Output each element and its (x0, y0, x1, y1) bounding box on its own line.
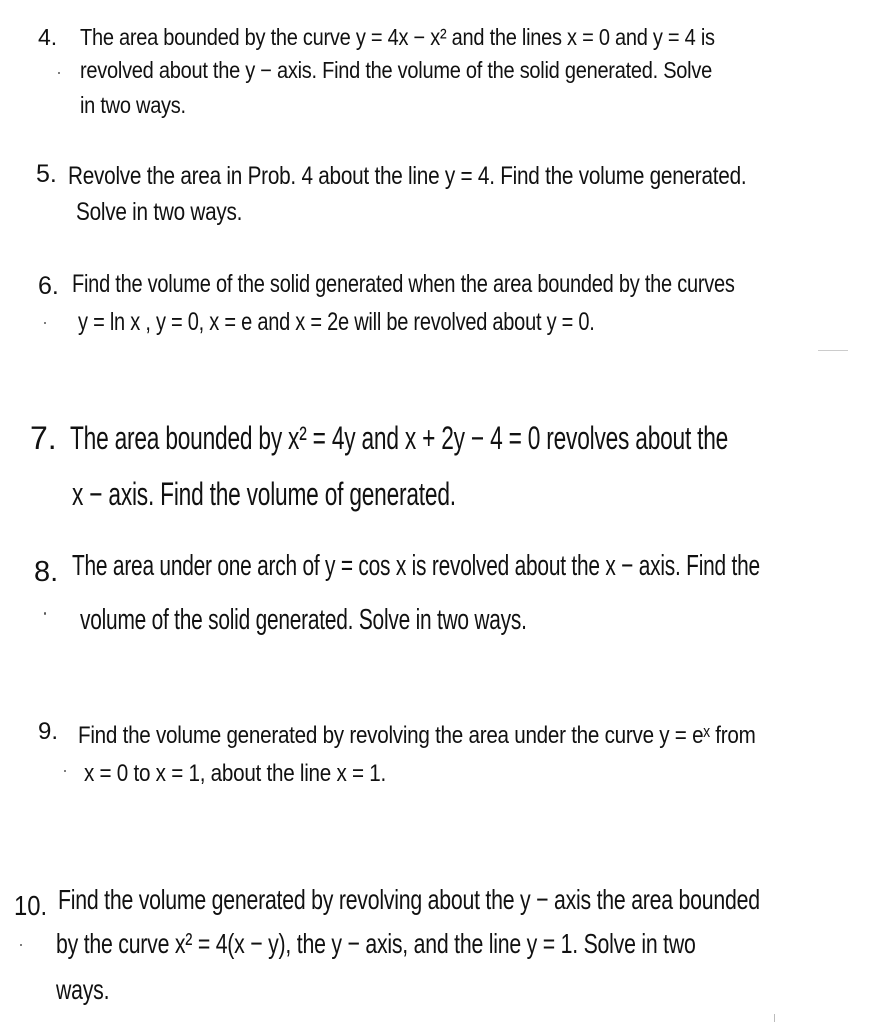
problem-number: 6. (38, 272, 59, 300)
problem-text-line: Find the volume generated by revolving about the y − axis the area bounded (58, 884, 760, 915)
problem-text-line: ways. (56, 974, 110, 1005)
problem-text-line: x = 0 to x = 1, about the line x = 1. (84, 760, 386, 787)
scan-mark (774, 1014, 775, 1022)
problem-text-line: Revolve the area in Prob. 4 about the line y = 4. Find the volume generated. (68, 162, 747, 190)
problem-number: 10. (14, 890, 48, 921)
problem-number: 8. (34, 556, 59, 588)
problem-text-line: y = ln x , y = 0, x = e and x = 2e will be revolved about y = 0. (78, 308, 595, 336)
scan-speck (44, 612, 46, 615)
scan-speck (20, 944, 22, 946)
problem-text-line: Solve in two ways. (76, 198, 243, 226)
problem-text-line: revolved about the y − axis. Find the volume of the solid generated. Solve (80, 57, 712, 83)
problem-text-line: volume of the solid generated. Solve in two ways. (80, 604, 527, 636)
problem-number: 7. (30, 420, 57, 456)
problem-text-line: The area bounded by the curve y = 4x − x² and the lines x = 0 and y = 4 is (80, 24, 715, 50)
problem-text-line: The area under one arch of y = cos x is revolved about the x − axis. Find the (72, 550, 760, 582)
scan-speck (64, 770, 66, 772)
problem-number: 5. (36, 160, 57, 188)
problem-text-line: by the curve x² = 4(x − y), the y − axis, and the line y = 1. Solve in two (56, 928, 696, 959)
problem-text-line: x − axis. Find the volume of generated. (72, 476, 456, 512)
problem-number: 9. (38, 718, 59, 745)
problem-text-line: The area bounded by x² = 4y and x + 2y − 4 = 0 revolves about the (70, 420, 729, 456)
problem-text-line: in two ways. (80, 92, 186, 118)
problem-text-line: Find the volume generated by revolving the area under the curve y = eˣ from (78, 722, 756, 749)
problem-number: 4. (38, 24, 58, 50)
scan-speck (58, 72, 60, 74)
problem-text-line: Find the volume of the solid generated when the area bounded by the curves (72, 270, 735, 298)
scan-speck (44, 322, 46, 324)
scan-mark (818, 350, 848, 351)
